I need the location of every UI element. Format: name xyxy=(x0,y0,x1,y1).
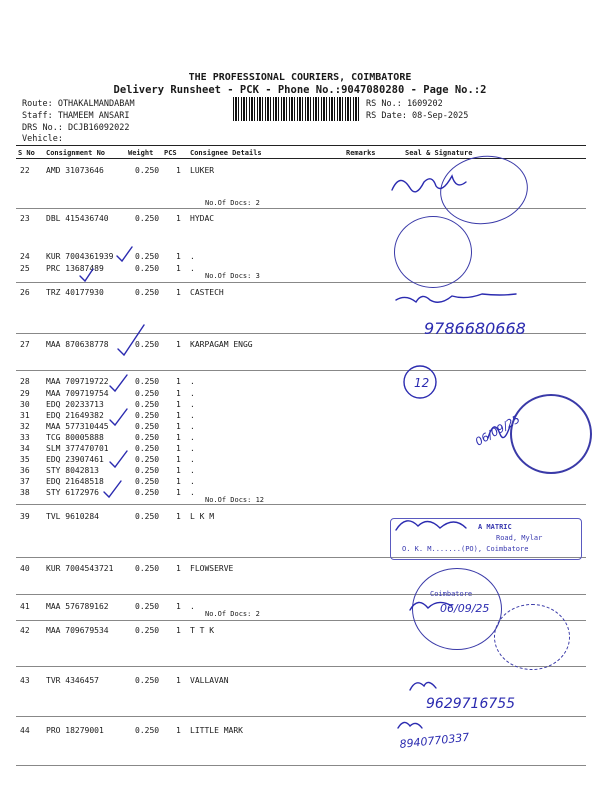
row-sno: 37 xyxy=(20,477,30,486)
row-sno: 44 xyxy=(20,726,30,735)
row-consignee: . xyxy=(190,466,195,475)
row-consignee: . xyxy=(190,264,195,273)
row-weight: 0.250 xyxy=(135,626,160,635)
row-weight: 0.250 xyxy=(135,340,160,349)
row-sno: 34 xyxy=(20,444,30,453)
row-consignment: TVR 4346457 xyxy=(46,676,99,685)
stamp-text: Road, Mylar xyxy=(496,534,543,542)
row-consignment: DBL 415436740 xyxy=(46,214,109,223)
tick-mark xyxy=(110,375,127,391)
stamp-text: O. K. M.......(PO), Coimbatore xyxy=(402,545,529,553)
row-sno: 22 xyxy=(20,166,30,175)
row-weight: 0.250 xyxy=(135,264,160,273)
row-consignee: . xyxy=(190,389,195,398)
row-pcs: 1 xyxy=(176,444,181,453)
row-weight: 0.250 xyxy=(135,512,160,521)
col-pcs: PCS xyxy=(164,149,177,157)
tick-mark xyxy=(104,481,121,497)
row-consignee: L K M xyxy=(190,512,215,521)
row-sno: 28 xyxy=(20,377,30,386)
stamp-text: Coimbatore xyxy=(430,590,473,598)
row-sno: 23 xyxy=(20,214,30,223)
row-consignment: TCG 80005888 xyxy=(46,433,104,442)
row-consignee: . xyxy=(190,377,195,386)
row-sno: 25 xyxy=(20,264,30,273)
docs-note: No.Of Docs: 12 xyxy=(205,496,265,504)
row-consignee: CASTECH xyxy=(190,288,224,297)
signature-22 xyxy=(392,176,466,192)
row-consignee: . xyxy=(190,477,195,486)
row-pcs: 1 xyxy=(176,626,181,635)
row-weight: 0.250 xyxy=(135,676,160,685)
row-pcs: 1 xyxy=(176,433,181,442)
row-pcs: 1 xyxy=(176,602,181,611)
row-weight: 0.250 xyxy=(135,411,160,420)
col-consignment: Consignment No xyxy=(46,149,106,157)
signature-44 xyxy=(398,722,422,728)
phone-43: 9629716755 xyxy=(426,696,516,712)
row-pcs: 1 xyxy=(176,488,181,497)
date-handwritten: 06/09/25 xyxy=(473,412,523,449)
row-consignment: KUR 7004361939 xyxy=(46,252,114,261)
row-consignment: TRZ 40177930 xyxy=(46,288,104,297)
row-sno: 35 xyxy=(20,455,30,464)
row-weight: 0.250 xyxy=(135,488,160,497)
signature-26 xyxy=(396,294,516,302)
row-weight: 0.250 xyxy=(135,444,160,453)
drs-number: DRS No.: DCJB16092022 xyxy=(22,123,130,133)
row-sno: 30 xyxy=(20,400,30,409)
col-weight: Weight xyxy=(128,149,154,157)
row-consignee: . xyxy=(190,455,195,464)
row-weight: 0.250 xyxy=(135,422,160,431)
rs-number: RS No.: 1609202 xyxy=(366,99,443,109)
row-pcs: 1 xyxy=(176,564,181,573)
row-consignee: . xyxy=(190,400,195,409)
row-sno: 41 xyxy=(20,602,30,611)
row-consignee: . xyxy=(190,488,195,497)
row-weight: 0.250 xyxy=(135,214,160,223)
row-consignee: . xyxy=(190,602,195,611)
row-weight: 0.250 xyxy=(135,252,160,261)
row-consignee: KARPAGAM ENGG xyxy=(190,340,253,349)
row-sno: 36 xyxy=(20,466,30,475)
row-sno: 29 xyxy=(20,389,30,398)
tick-mark xyxy=(110,451,127,467)
row-sno: 33 xyxy=(20,433,30,442)
row-weight: 0.250 xyxy=(135,477,160,486)
row-sno: 32 xyxy=(20,422,30,431)
row-pcs: 1 xyxy=(176,477,181,486)
phone-44: 8940770337 xyxy=(398,730,470,751)
col-remarks: Remarks xyxy=(346,149,376,157)
row-consignment: MAA 709719754 xyxy=(46,389,109,398)
row-pcs: 1 xyxy=(176,389,181,398)
row-consignment: MAA 576789162 xyxy=(46,602,109,611)
row-consignment: EDQ 23907461 xyxy=(46,455,104,464)
signature-43 xyxy=(410,682,436,690)
row-consignment: EDQ 20233713 xyxy=(46,400,104,409)
row-pcs: 1 xyxy=(176,166,181,175)
tick-mark xyxy=(80,269,93,281)
circled-number: 12 xyxy=(414,376,430,390)
row-consignee: . xyxy=(190,433,195,442)
row-pcs: 1 xyxy=(176,455,181,464)
row-consignment: TVL 9610284 xyxy=(46,512,99,521)
row-pcs: 1 xyxy=(176,252,181,261)
row-consignment: PRC 13687489 xyxy=(46,264,104,273)
row-weight: 0.250 xyxy=(135,288,160,297)
row-sno: 39 xyxy=(20,512,30,521)
runsheet-title: Delivery Runsheet - PCK - Phone No.:9047080280 - Page No.:2 xyxy=(113,84,487,96)
company-name: THE PROFESSIONAL COURIERS, COIMBATORE xyxy=(188,72,412,83)
row-sno: 27 xyxy=(20,340,30,349)
row-consignee: . xyxy=(190,444,195,453)
docs-note: No.Of Docs: 2 xyxy=(205,199,260,207)
staff: Staff: THAMEEM ANSARI xyxy=(22,111,130,121)
tick-mark xyxy=(110,409,127,425)
row-pcs: 1 xyxy=(176,340,181,349)
signature-39 xyxy=(396,521,466,530)
tick-mark xyxy=(118,325,144,355)
vehicle: Vehicle: xyxy=(22,134,63,144)
row-consignment: SLM 377470701 xyxy=(46,444,109,453)
docs-note: No.Of Docs: 3 xyxy=(205,272,260,280)
row-consignment: AMD 31073646 xyxy=(46,166,104,175)
row-consignment: STY 6172976 xyxy=(46,488,99,497)
row-pcs: 1 xyxy=(176,512,181,521)
row-pcs: 1 xyxy=(176,288,181,297)
row-sno: 24 xyxy=(20,252,30,261)
row-weight: 0.250 xyxy=(135,564,160,573)
row-consignee: . xyxy=(190,252,195,261)
row-consignee: FLOWSERVE xyxy=(190,564,234,573)
row-consignment: MAA 709719722 xyxy=(46,377,109,386)
docs-note: No.Of Docs: 2 xyxy=(205,610,260,618)
rs-date: RS Date: 08-Sep-2025 xyxy=(366,111,469,121)
row-consignee: T T K xyxy=(190,626,215,635)
row-pcs: 1 xyxy=(176,214,181,223)
row-sno: 42 xyxy=(20,626,30,635)
row-consignment: MAA 870638778 xyxy=(46,340,109,349)
row-consignment: MAA 709679534 xyxy=(46,626,109,635)
stamp-text: A MATRIC xyxy=(478,523,512,531)
row-sno: 31 xyxy=(20,411,30,420)
row-consignee: HYDAC xyxy=(190,214,215,223)
row-consignee: LITTLE MARK xyxy=(190,726,243,735)
row-pcs: 1 xyxy=(176,264,181,273)
tick-mark xyxy=(117,247,132,261)
route: Route: OTHAKALMANDABAM xyxy=(22,99,135,109)
row-sno: 38 xyxy=(20,488,30,497)
row-weight: 0.250 xyxy=(135,400,160,409)
row-weight: 0.250 xyxy=(135,166,160,175)
row-weight: 0.250 xyxy=(135,726,160,735)
row-consignee: LUKER xyxy=(190,166,215,175)
row-pcs: 1 xyxy=(176,400,181,409)
col-seal: Seal & Signature xyxy=(405,149,473,157)
row-weight: 0.250 xyxy=(135,602,160,611)
row-consignee: . xyxy=(190,411,195,420)
row-consignment: EDQ 21649382 xyxy=(46,411,104,420)
col-consignee: Consignee Details xyxy=(190,149,262,157)
row-weight: 0.250 xyxy=(135,466,160,475)
row-pcs: 1 xyxy=(176,466,181,475)
row-sno: 43 xyxy=(20,676,30,685)
row-pcs: 1 xyxy=(176,726,181,735)
col-sno: S No xyxy=(18,149,35,157)
row-consignee: VALLAVAN xyxy=(190,676,229,685)
row-weight: 0.250 xyxy=(135,389,160,398)
row-sno: 40 xyxy=(20,564,30,573)
row-sno: 26 xyxy=(20,288,30,297)
row-weight: 0.250 xyxy=(135,433,160,442)
row-consignment: STY 8042813 xyxy=(46,466,99,475)
phone-26: 9786680668 xyxy=(424,319,526,338)
row-consignee: . xyxy=(190,422,195,431)
row-pcs: 1 xyxy=(176,422,181,431)
row-pcs: 1 xyxy=(176,676,181,685)
row-weight: 0.250 xyxy=(135,377,160,386)
row-weight: 0.250 xyxy=(135,455,160,464)
row-pcs: 1 xyxy=(176,377,181,386)
row-consignment: KUR 7004543721 xyxy=(46,564,114,573)
row-consignment: MAA 577310445 xyxy=(46,422,109,431)
row-pcs: 1 xyxy=(176,411,181,420)
date-41: 06/09/25 xyxy=(440,602,490,615)
row-consignment: EDQ 21648518 xyxy=(46,477,104,486)
row-consignment: PRO 18279001 xyxy=(46,726,104,735)
